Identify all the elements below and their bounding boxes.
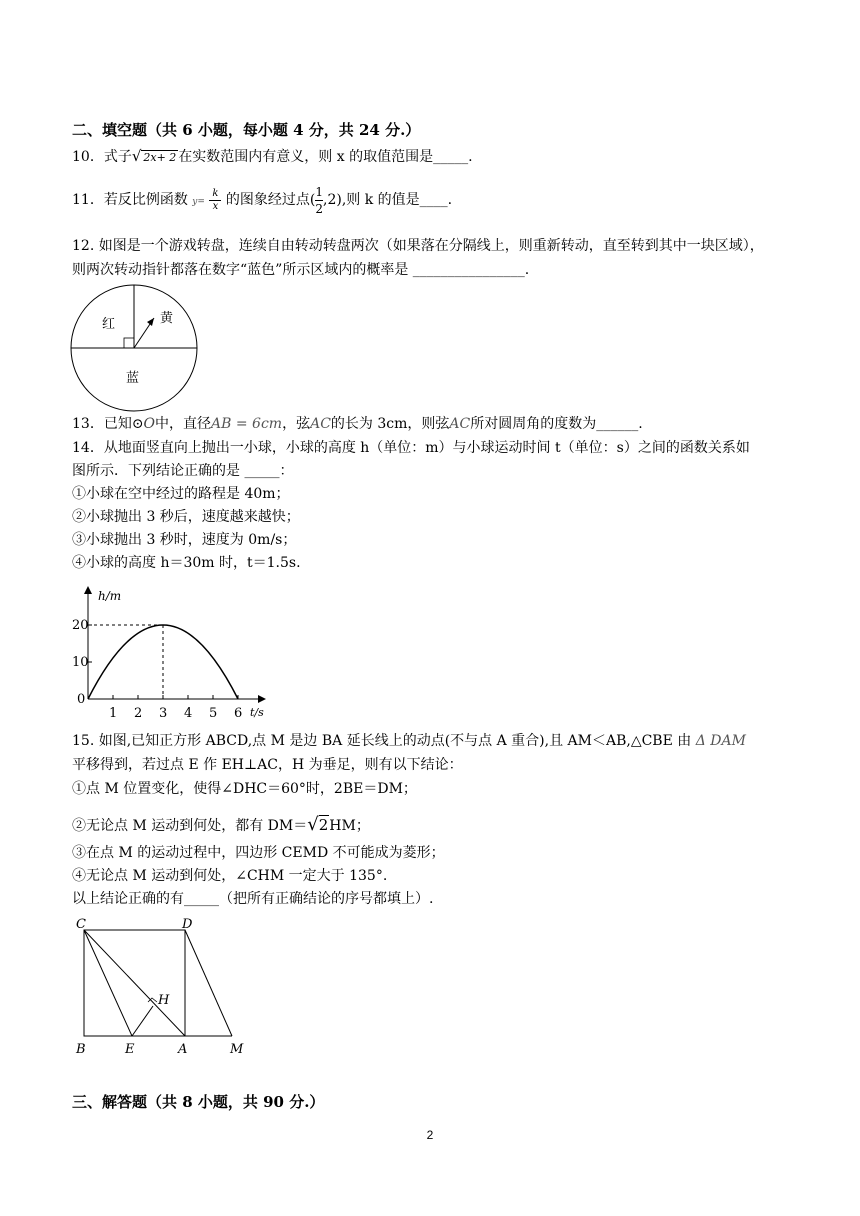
q14-option-4: ④小球的高度 h＝30m 时，t＝1.5s. bbox=[72, 555, 301, 571]
spinner-label-blue: 蓝 bbox=[126, 371, 140, 386]
x-tick-2: 2 bbox=[134, 706, 143, 721]
y-axis-label: h/m bbox=[98, 589, 122, 603]
question-12-line1: 12. 如图是一个游戏转盘，连续自由转动转盘两次（如果落在分隔线上，则重新转动，直至转到其中一块区域）， bbox=[72, 238, 764, 254]
q13-d: 的长为 3cm，则弦 bbox=[330, 416, 450, 432]
question-13 bbox=[72, 414, 643, 434]
y-tick-0: 0 bbox=[77, 692, 86, 707]
segment-dm bbox=[185, 930, 232, 1036]
x-axis-label: t/s bbox=[250, 706, 264, 719]
section-2-title: 二、填空题（共 6 小题，每小题 4 分，共 24 分.） bbox=[72, 121, 421, 139]
x-tick-3: 3 bbox=[159, 706, 168, 721]
label-b: B bbox=[76, 1042, 86, 1057]
q15-opt2a: ②无论点 M 运动到何处，都有 DM＝ bbox=[72, 818, 308, 834]
q11-func-den: x bbox=[212, 200, 219, 212]
q15-option-2 bbox=[72, 812, 370, 839]
q15-triangle-dam: Δ DAM bbox=[695, 733, 746, 749]
segment-eh bbox=[132, 1006, 153, 1036]
label-h: H bbox=[158, 993, 170, 1008]
question-12-line2: 则两次转动指针都落在数字“蓝色”所示区域内的概率是 ________________. bbox=[72, 262, 530, 278]
q10-radicand: 2x+ 2 bbox=[143, 151, 177, 164]
label-e: E bbox=[125, 1042, 135, 1057]
q13-b: 中，直径 bbox=[155, 416, 212, 432]
q14-option-2: ②小球抛出 3 秒后，速度越来越快； bbox=[72, 509, 300, 525]
y-tick-10: 10 bbox=[72, 655, 89, 670]
spinner-pointer-arrowhead bbox=[147, 318, 154, 326]
q15-opt2-root: 2 bbox=[318, 816, 329, 834]
q15-opt2b: HM； bbox=[329, 818, 370, 834]
q13-a: 13．已知⊙ bbox=[72, 416, 144, 432]
q11-func-y: y= bbox=[192, 197, 205, 207]
y-axis-arrow bbox=[84, 586, 92, 594]
q15-option-3: ③在点 M 的运动过程中，四边形 CEMD 不可能成为菱形； bbox=[72, 845, 445, 861]
q11-suffix: ,2),则 k 的值是____. bbox=[323, 192, 453, 208]
question-15-line2: 平移得到，若过点 E 作 EH⊥AC，H 为垂足，则有以下结论： bbox=[72, 757, 463, 773]
label-d: D bbox=[182, 918, 193, 932]
q11-func-fraction bbox=[209, 188, 221, 213]
label-m: M bbox=[230, 1042, 244, 1057]
q11-pt-den: 2 bbox=[315, 201, 323, 216]
x-tick-4: 4 bbox=[184, 706, 193, 721]
q15-line1a: 15. 如图,已知正方形 ABCD,点 M 是边 BA 延长线上的动点(不与点 A 重合),且 AM＜AB,△CBE 由 bbox=[72, 733, 692, 749]
label-c: C bbox=[76, 918, 86, 932]
question-10 bbox=[72, 146, 473, 168]
x-tick-6: 6 bbox=[234, 706, 243, 721]
spinner-figure bbox=[66, 284, 202, 412]
q13-ac2: AC bbox=[449, 416, 471, 432]
x-axis-arrow bbox=[258, 695, 266, 703]
x-tick-1: 1 bbox=[109, 706, 118, 721]
diagonal-ca bbox=[84, 930, 185, 1036]
question-11 bbox=[72, 180, 452, 222]
height-time-graph bbox=[66, 584, 276, 724]
q10-prefix: 10．式子 bbox=[72, 149, 132, 165]
question-15-line1 bbox=[72, 731, 746, 751]
x-tick-5: 5 bbox=[209, 706, 218, 721]
q13-c: ，弦 bbox=[282, 416, 311, 432]
q10-suffix: 在实数范围内有意义，则 x 的取值范围是_____. bbox=[178, 149, 473, 165]
section-3-title: 三、解答题（共 8 小题，共 90 分.） bbox=[72, 1093, 325, 1111]
q11-prefix: 11．若反比例函数 bbox=[72, 192, 188, 208]
q14-option-1: ①小球在空中经过的路程是 40m； bbox=[72, 486, 290, 502]
q15-option-4: ④无论点 M 运动到何处，∠CHM 一定大于 135°. bbox=[72, 868, 388, 884]
spinner-label-red: 红 bbox=[102, 317, 116, 332]
question-14-line1: 14．从地面竖直向上抛出一小球，小球的高度 h（单位：m）与小球运动时间 t（单位：s）之间的函数关系如 bbox=[72, 440, 750, 456]
question-14-line2: 图所示．下列结论正确的是 _____： bbox=[72, 463, 294, 479]
square-figure bbox=[70, 918, 260, 1058]
q13-e: 所对圆周角的度数为______. bbox=[470, 416, 643, 432]
q11-point-fraction bbox=[315, 184, 323, 217]
sqrt-sign-2: √ bbox=[307, 814, 319, 835]
sqrt-sign: √ bbox=[131, 147, 142, 165]
page-number: 2 bbox=[426, 1128, 434, 1142]
q15-closing: 以上结论正确的有_____（把所有正确结论的序号都填上）. bbox=[72, 891, 434, 907]
spinner-label-yellow: 黄 bbox=[160, 311, 174, 326]
q13-circle-o: O bbox=[143, 416, 156, 432]
label-a: A bbox=[178, 1042, 188, 1057]
spinner-center-box bbox=[124, 338, 134, 348]
y-tick-20: 20 bbox=[72, 618, 89, 633]
q13-ac1: AC bbox=[310, 416, 331, 432]
q14-option-3: ③小球抛出 3 秒时，速度为 0m/s； bbox=[72, 532, 297, 548]
q11-pt-num: 1 bbox=[315, 184, 323, 199]
q15-option-1: ①点 M 位置变化，使得∠DHC＝60°时，2BE＝DM； bbox=[72, 781, 417, 797]
q11-mid: 的图象经过点( bbox=[225, 192, 316, 208]
q11-func-num: k bbox=[209, 188, 221, 201]
q13-ab: AB = 6cm bbox=[211, 416, 283, 432]
segment-ce bbox=[84, 930, 132, 1036]
